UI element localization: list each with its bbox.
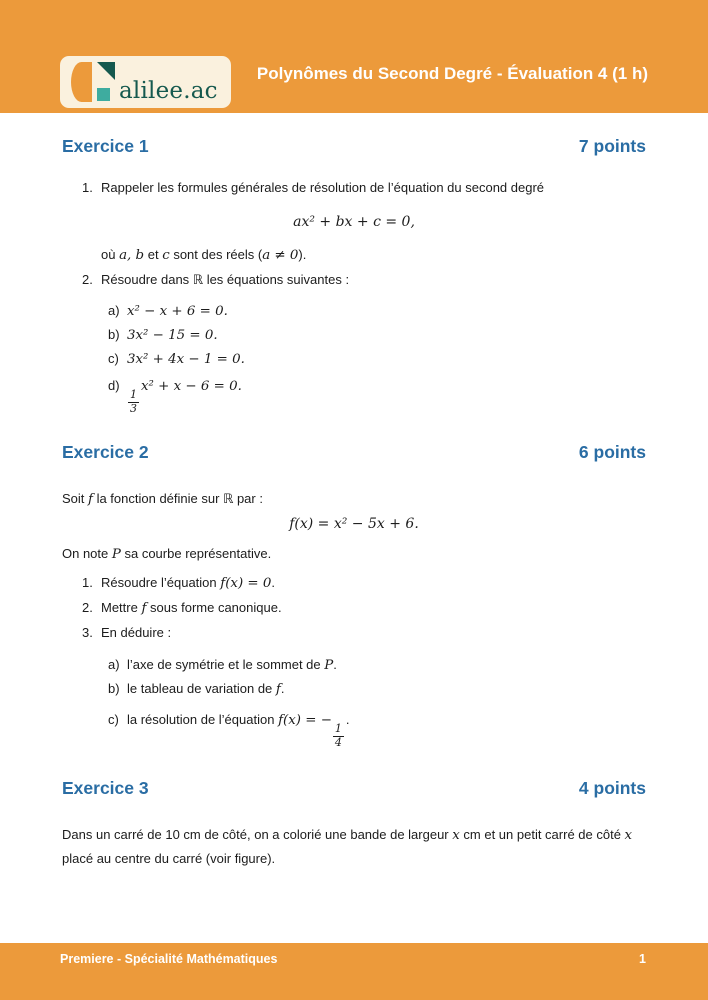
list-item-text: Résoudre dans ℝ les équations suivantes : [101, 272, 350, 288]
logo-g-icon [71, 62, 115, 102]
exercise-3-header [62, 778, 646, 798]
exercise-2-sublist [62, 653, 646, 749]
list-item [62, 178, 646, 198]
list-marker: 1. [82, 180, 93, 195]
exercise-2-points: 6 points [578, 442, 646, 463]
page-header [0, 0, 708, 113]
page-footer [0, 943, 708, 1000]
list-marker: a) [108, 657, 120, 673]
list-marker: c) [108, 712, 119, 728]
list-item [62, 622, 646, 644]
list-marker: c) [108, 351, 119, 366]
equation-condition-text: où a, b et c sont des réels (a ≠ 0). [101, 247, 307, 263]
list-marker: 2. [82, 272, 93, 287]
list-marker: b) [108, 681, 120, 697]
footer-page-number: 1 [639, 952, 646, 966]
equation-quadratic-general: ax² + bx + c = 0, [293, 214, 415, 230]
fraction: $\frac{1}{3}$ [130, 388, 137, 415]
list-marker: d) [108, 378, 120, 393]
logo-g-square-shape [97, 88, 110, 101]
fraction: $\frac{1}{4}$ [334, 722, 342, 749]
equation-a: x² − x + 6 = 0. [127, 304, 228, 319]
list-item-text: Mettre f sous forme canonique. [101, 600, 282, 617]
logo [60, 56, 231, 108]
equation-d: $\frac{1}{3}$ x² + x − 6 = 0. [130, 379, 242, 415]
list-item [62, 705, 646, 749]
function-intro-text: Soit f la fonction définie sur ℝ par : [62, 491, 263, 508]
list-item [62, 269, 646, 291]
list-marker: 1. [82, 575, 93, 591]
logo-g-disc-shape [71, 62, 92, 102]
list-item [62, 677, 646, 701]
list-marker: a) [108, 303, 120, 318]
list-item-text: Résoudre l’équation f(x) = 0. [101, 575, 276, 592]
document-title: Polynômes du Second Degré - Évaluation 4 (1 h) [256, 64, 648, 83]
logo-text: alilee.ac [119, 78, 218, 105]
list-marker: 3. [82, 625, 93, 641]
exercise-2-title: Exercice 2 [62, 442, 149, 463]
exercise-3-title: Exercice 3 [62, 777, 149, 798]
list-item-text: la résolution de l’équation f(x) = − $\frac{1}{4}$ . [127, 712, 350, 749]
curve-note-text: On note P sa courbe représentative. [62, 546, 272, 563]
exercise-1-title: Exercice 1 [62, 136, 149, 156]
exercise-1-points: 7 points [578, 136, 646, 156]
list-item [62, 597, 646, 620]
list-item [62, 572, 646, 595]
list-item-text: Rappeler les formules générales de résolution de l’équation du second degré [101, 180, 545, 195]
list-item [62, 323, 646, 347]
exercise-2-header [62, 442, 646, 462]
exercise-2-list [62, 572, 646, 644]
list-item [62, 371, 646, 415]
exercise-3-points: 4 points [578, 777, 646, 798]
list-item-text: l’axe de symétrie et le sommet de P. [127, 657, 337, 674]
document-body [62, 113, 646, 870]
list-marker: b) [108, 327, 120, 342]
equation-b: 3x² − 15 = 0. [127, 328, 218, 343]
equation-fx-definition: f(x) = x² − 5x + 6. [289, 516, 419, 533]
list-item [62, 299, 646, 323]
logo-g-triangle-shape [97, 62, 115, 80]
list-item-text: le tableau de variation de f. [127, 681, 285, 698]
exercise-3-statement: Dans un carré de 10 cm de côté, on a colorié une bande de largeur x cm et un petit carré de côté x placé au centre du carré (voir figure). [62, 826, 633, 866]
list-item-text: En déduire : [101, 625, 172, 641]
list-marker: 2. [82, 600, 93, 616]
equation-c: 3x² + 4x − 1 = 0. [127, 352, 245, 367]
list-item [62, 653, 646, 677]
exercise-1-sublist [62, 299, 646, 415]
footer-course-label: Premiere - Spécialité Mathématiques [60, 952, 278, 966]
list-item [62, 347, 646, 371]
exercise-1-header [62, 136, 646, 156]
